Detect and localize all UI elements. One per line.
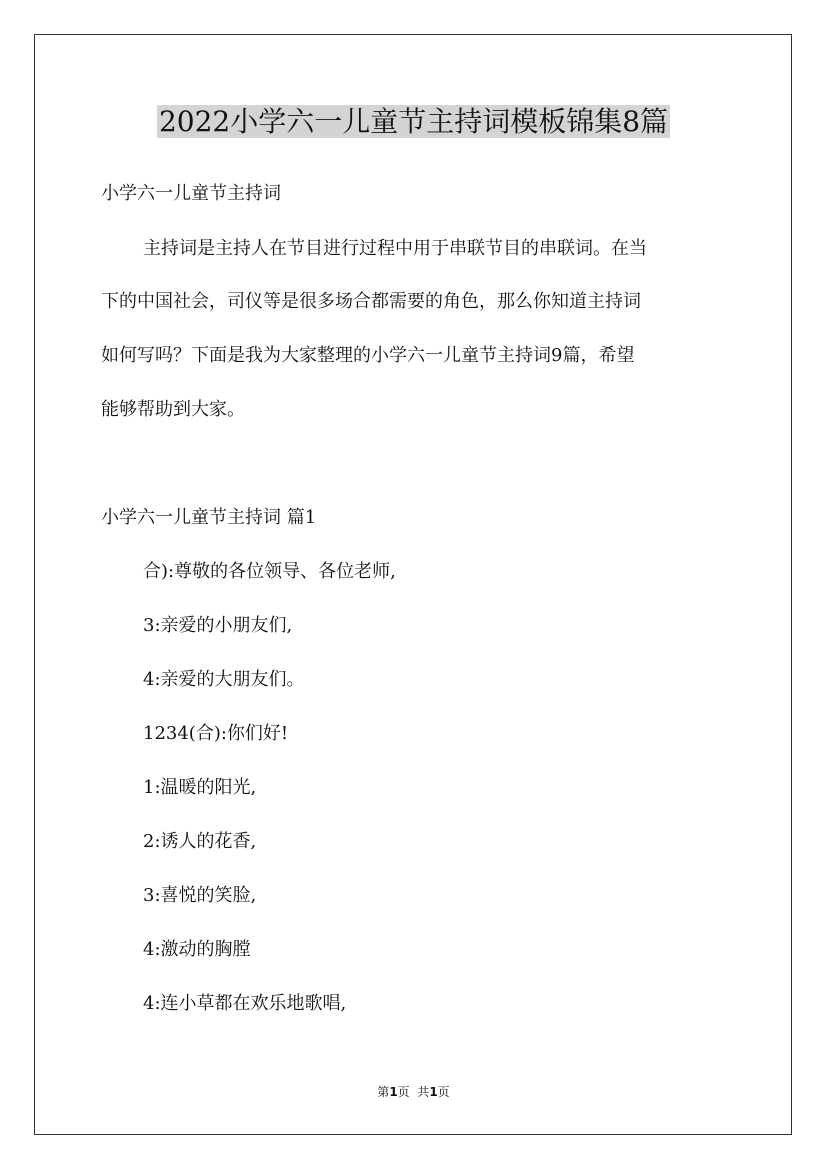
script-line: 3:喜悦的笑脸,: [143, 885, 257, 906]
intro-paragraph-line: 如何写吗？下面是我为大家整理的小学六一儿童节主持词9篇，希望: [101, 345, 635, 366]
intro-paragraph-line: 能够帮助到大家。: [101, 399, 245, 420]
script-line: 1234(合):你们好!: [143, 723, 289, 744]
script-line: 4:连小草都在欢乐地歌唱,: [143, 993, 347, 1014]
intro-paragraph-line: 下的中国社会，司仪等是很多场合都需要的角色，那么你知道主持词: [101, 291, 641, 312]
footer-page-suffix: 页: [437, 1085, 450, 1099]
intro-heading: 小学六一儿童节主持词: [101, 183, 281, 204]
script-line: 4:激动的胸膛: [143, 939, 251, 960]
page-footer: [0, 1083, 827, 1100]
script-line: 2:诱人的花香,: [143, 831, 257, 852]
script-line: 4:亲爱的大朋友们。: [143, 669, 305, 690]
script-line: 3:亲爱的小朋友们,: [143, 615, 293, 636]
script-line: 1:温暖的阳光,: [143, 777, 257, 798]
document-title: [0, 100, 827, 144]
footer-page-mid: 页 共: [397, 1085, 430, 1099]
section-heading: 小学六一儿童节主持词 篇1: [101, 507, 317, 528]
footer-page-prefix: 第: [377, 1085, 390, 1099]
footer-page-current: 1: [389, 1085, 398, 1099]
intro-paragraph-line: 主持词是主持人在节目进行过程中用于串联节目的串联词。在当: [143, 238, 647, 259]
footer-page-total: 1: [429, 1085, 438, 1099]
document-title-text: 2022小学六一儿童节主持词模板锦集8篇: [158, 105, 669, 138]
script-line: 合):尊敬的各位领导、各位老师,: [143, 561, 396, 582]
